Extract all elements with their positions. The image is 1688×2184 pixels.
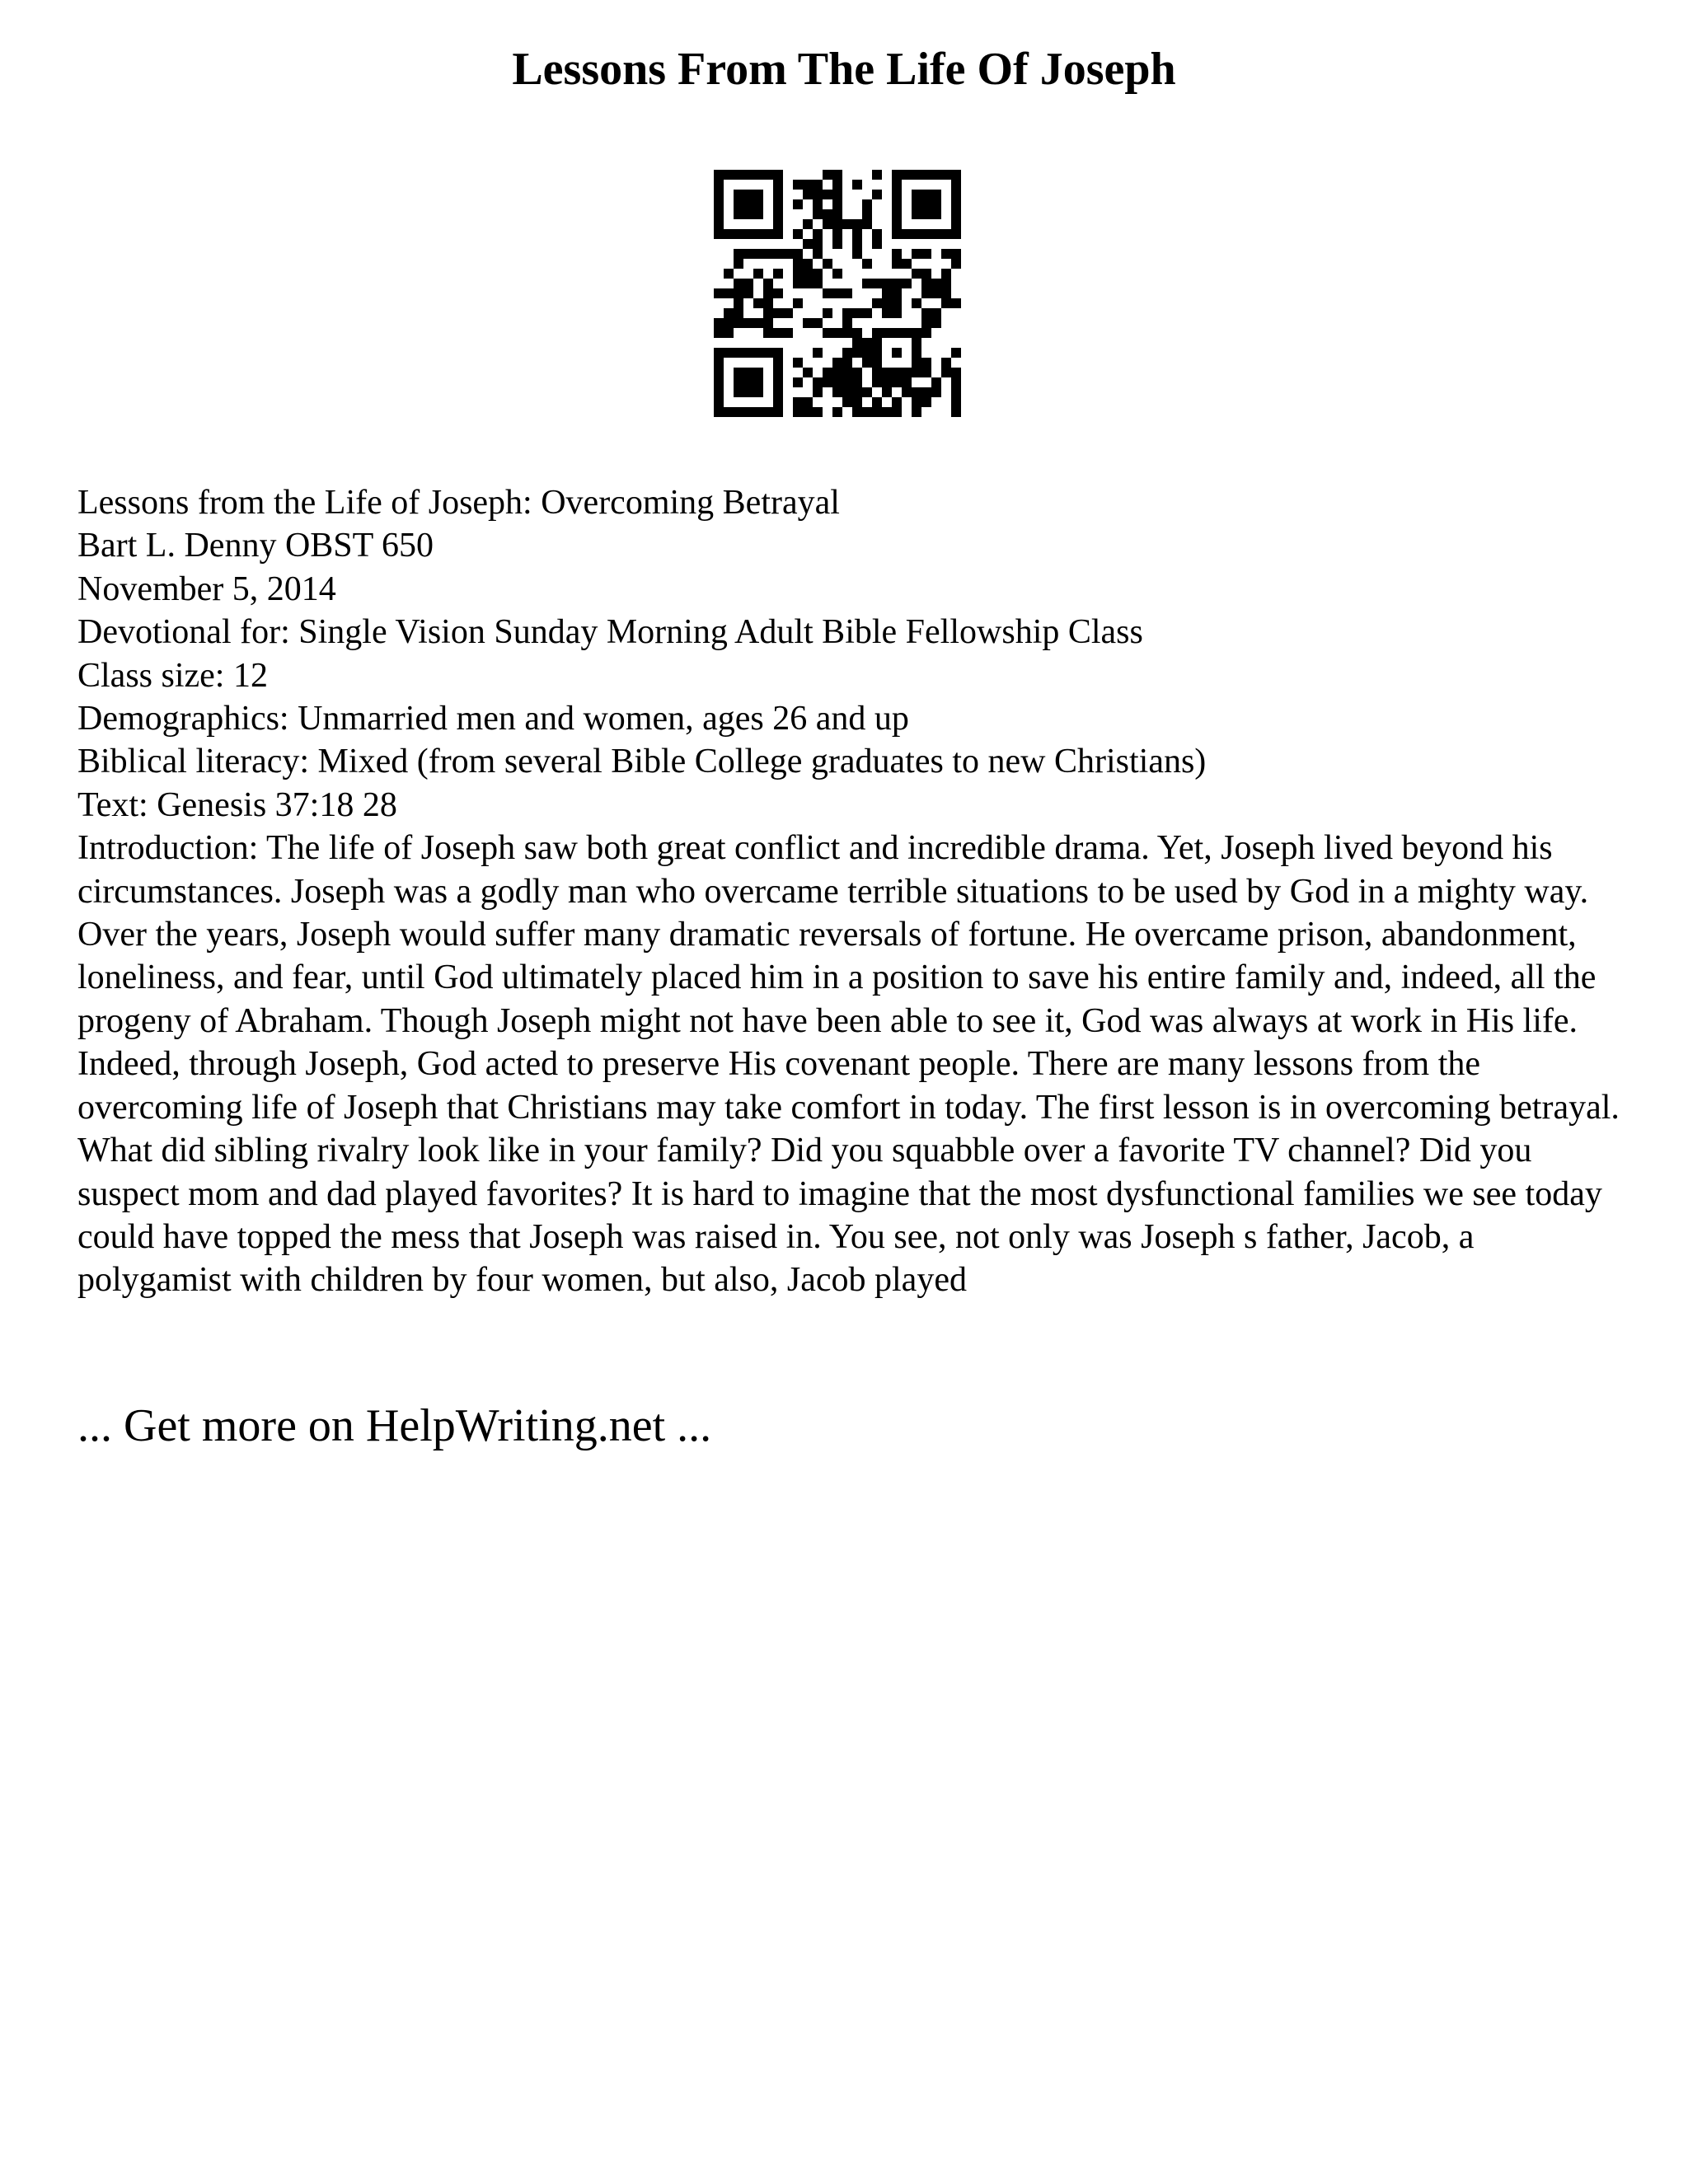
get-more-link[interactable]: ... Get more on HelpWriting.net ... (77, 1400, 712, 1451)
document-title: Lessons From The Life Of Joseph (512, 44, 1176, 95)
header-line-devotional: Devotional for: Single Vision Sunday Morning Adult Bible Fellowship Class (77, 613, 1143, 652)
header-line-demographics: Demographics: Unmarried men and women, ages 26 and up (77, 700, 909, 738)
paragraph-sibling-rivalry: What did sibling rivalry look like in your family? Did you squabble over a favorite TV channel? Did you suspect mom and dad played favorites? It is hard to imagine that the most dysfunctional families we see today could have topped the mess that Joseph was raised in. You see, not only was Joseph s father, Jacob, a polygamist with children by four women, but also, Jacob played (77, 1132, 1602, 1300)
header-line-title: Lessons from the Life of Joseph: Overcoming Betrayal (77, 484, 840, 522)
header-line-text: Text: Genesis 37:18 28 (77, 785, 397, 824)
header-line-date: November 5, 2014 (77, 569, 336, 608)
header-line-class-size: Class size: 12 (77, 656, 268, 695)
qr-code-icon (714, 170, 961, 417)
header-line-author: Bart L. Denny OBST 650 (77, 527, 434, 565)
document-body (77, 481, 1627, 1302)
paragraph-introduction: Introduction: The life of Joseph saw both great conflict and incredible drama. Yet, Joseph lived beyond his circumstances. Joseph was a godly man who overcame terrible situations to be used by God in a mighty way. Over the years, Joseph would suffer many dramatic reversals of fortune. He overcame prison, abandonment, loneliness, and fear, until God ultimately placed him in a position to save his entire family and, indeed, all the progeny of Abraham. Though Joseph might not have been able to see it, God was always at work in His life. Indeed, through Joseph, God acted to preserve His covenant people. There are many lessons from the overcoming life of Joseph that Christians may take comfort in today. The first lesson is in overcoming betrayal. (77, 829, 1620, 1127)
header-line-biblical-literacy: Biblical literacy: Mixed (from several Bible College graduates to new Christians) (77, 743, 1207, 781)
